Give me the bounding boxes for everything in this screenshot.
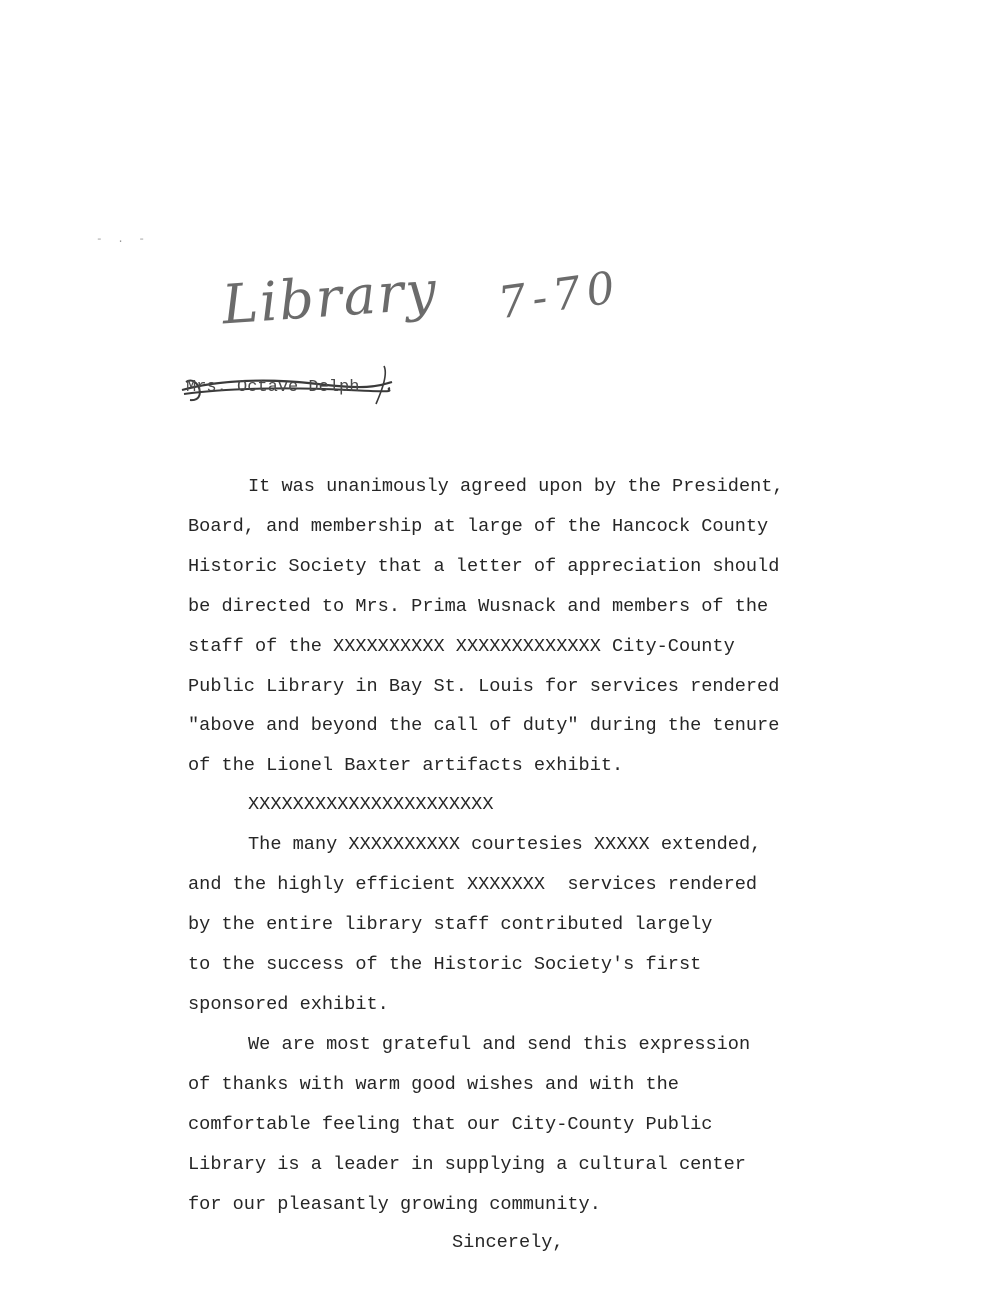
handwritten-title: Library xyxy=(220,258,440,337)
letter-line: Library is a leader in supplying a cultural center xyxy=(188,1154,746,1175)
closing: Sincerely, xyxy=(452,1232,564,1253)
letter-line: to the success of the Historic Society's first xyxy=(188,954,702,975)
letter-line: be directed to Mrs. Prima Wusnack and members of the xyxy=(188,596,769,617)
letter-line: by the entire library staff contributed largely xyxy=(188,914,713,935)
letter-line: XXXXXXXXXXXXXXXXXXXXXX xyxy=(248,794,494,815)
letter-line: The many XXXXXXXXXX courtesies XXXXX extended, xyxy=(248,834,762,855)
letter-line: of the Lionel Baxter artifacts exhibit. xyxy=(188,755,624,776)
letter-line: It was unanimously agreed upon by the President, xyxy=(248,476,784,497)
letter-line: "above and beyond the call of duty" during the tenure xyxy=(188,715,780,736)
letter-line: Historic Society that a letter of appreciation should xyxy=(188,556,780,577)
letter-line: We are most grateful and send this expression xyxy=(248,1034,751,1055)
letter-line: staff of the XXXXXXXXXX XXXXXXXXXXXXX City-County xyxy=(188,636,735,657)
letter-line: Board, and membership at large of the Hancock County xyxy=(188,516,769,537)
letter-line: sponsored exhibit. xyxy=(188,994,389,1015)
letter-line: of thanks with warm good wishes and with the xyxy=(188,1074,679,1095)
letter-line: and the highly efficient XXXXXXX services rendered xyxy=(188,874,758,895)
stray-marks: - . - xyxy=(96,234,150,246)
struck-header: Mrs. Octave Delph xyxy=(186,378,360,397)
handwritten-number: 7-70 xyxy=(495,261,624,330)
letter-line: comfortable feeling that our City-County Public xyxy=(188,1114,713,1135)
letter-line: Public Library in Bay St. Louis for services rendered xyxy=(188,676,780,697)
letter-line: for our pleasantly growing community. xyxy=(188,1194,601,1215)
